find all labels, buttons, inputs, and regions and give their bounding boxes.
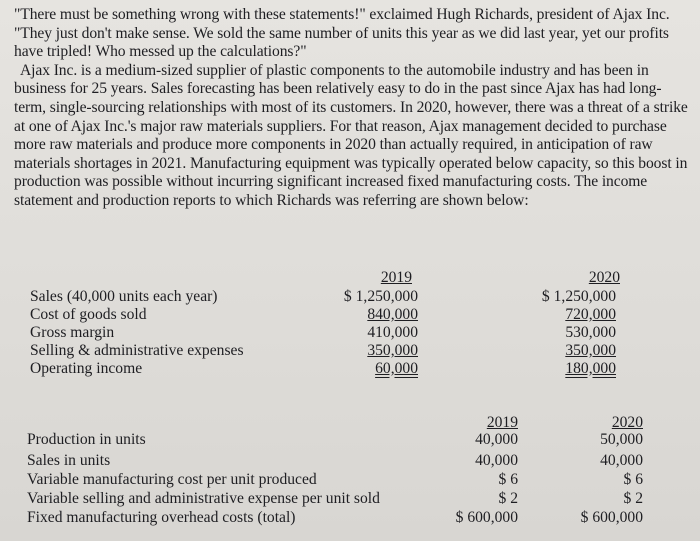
production-cell-2019: $ 2 (498, 490, 518, 507)
income-cell-2020: $ 1,250,000 (541, 288, 616, 305)
production-cell-2020: 40,000 (600, 452, 643, 469)
production-row-label: Production in units (27, 431, 146, 448)
intro-paragraph-1: "There must be something wrong with these statements!" exclaimed Hugh Richards, president of Ajax Inc. "They just don't make sense. We sold the same number of units this year as we did last year, yet our profits have tripled! Who messed up the calculations?" (14, 6, 670, 61)
income-cell-2020: 350,000 (565, 342, 616, 359)
production-row-label: Sales in units (27, 452, 111, 469)
production-cell-2020: $ 6 (623, 471, 643, 488)
income-row-label: Selling & administrative expenses (30, 342, 244, 359)
production-cell-2020: $ 600,000 (580, 509, 643, 526)
income-row-label: Gross margin (30, 324, 115, 341)
income-cell-2019: 410,000 (367, 324, 418, 341)
income-cell-2020: 530,000 (565, 324, 616, 341)
production-cell-2020: 50,000 (600, 431, 643, 448)
income-cell-2019: 350,000 (367, 342, 418, 359)
income-year-2020-header: 2020 (588, 269, 620, 286)
income-row-label: Operating income (30, 360, 143, 377)
production-row-label: Fixed manufacturing overhead costs (total) (27, 509, 296, 526)
production-cell-2020: $ 2 (623, 490, 643, 507)
production-report-table (27, 414, 657, 534)
production-row-label: Variable selling and administrative expense per unit sold (27, 490, 380, 507)
production-row-label: Variable manufacturing cost per unit produced (27, 471, 317, 488)
production-year-2019-header: 2019 (486, 414, 518, 431)
income-statement-table (30, 269, 630, 389)
production-cell-2019: $ 600,000 (455, 509, 518, 526)
case-text (14, 6, 689, 211)
income-cell-2019: 60,000 (375, 360, 418, 377)
income-cell-2019: $ 1,250,000 (343, 288, 418, 305)
income-row-label: Sales (40,000 units each year) (30, 288, 218, 305)
production-cell-2019: $ 6 (498, 471, 518, 488)
income-cell-2019: 840,000 (367, 306, 418, 323)
income-cell-2020: 720,000 (565, 306, 616, 323)
production-cell-2019: 40,000 (475, 452, 518, 469)
production-cell-2019: 40,000 (475, 431, 518, 448)
income-cell-2020: 180,000 (565, 360, 616, 377)
income-year-2019-header: 2019 (380, 269, 412, 286)
production-year-2020-header: 2020 (611, 414, 643, 431)
income-row-label: Cost of goods sold (30, 306, 147, 323)
intro-paragraph-2: Ajax Inc. is a medium-sized supplier of plastic components to the automobile industry and has been in business for 25 years. Sales forecasting has been relatively easy to do in the past since Ajax has had long-term, single-sourcing relationships with most of its customers. In 2020, however, there was a threat of a strike at one of Ajax Inc.'s major raw materials suppliers. For that reason, Ajax management decided to purchase more raw materials and produce more components in 2020 than actually required, in anticipation of raw materials shortages in 2021. Manufacturing equipment was typically operated below capacity, so this boost in production was possible without incurring significant increased fixed manufacturing costs. The income statement and production reports to which Richards was referring are shown below: (14, 61, 688, 209)
